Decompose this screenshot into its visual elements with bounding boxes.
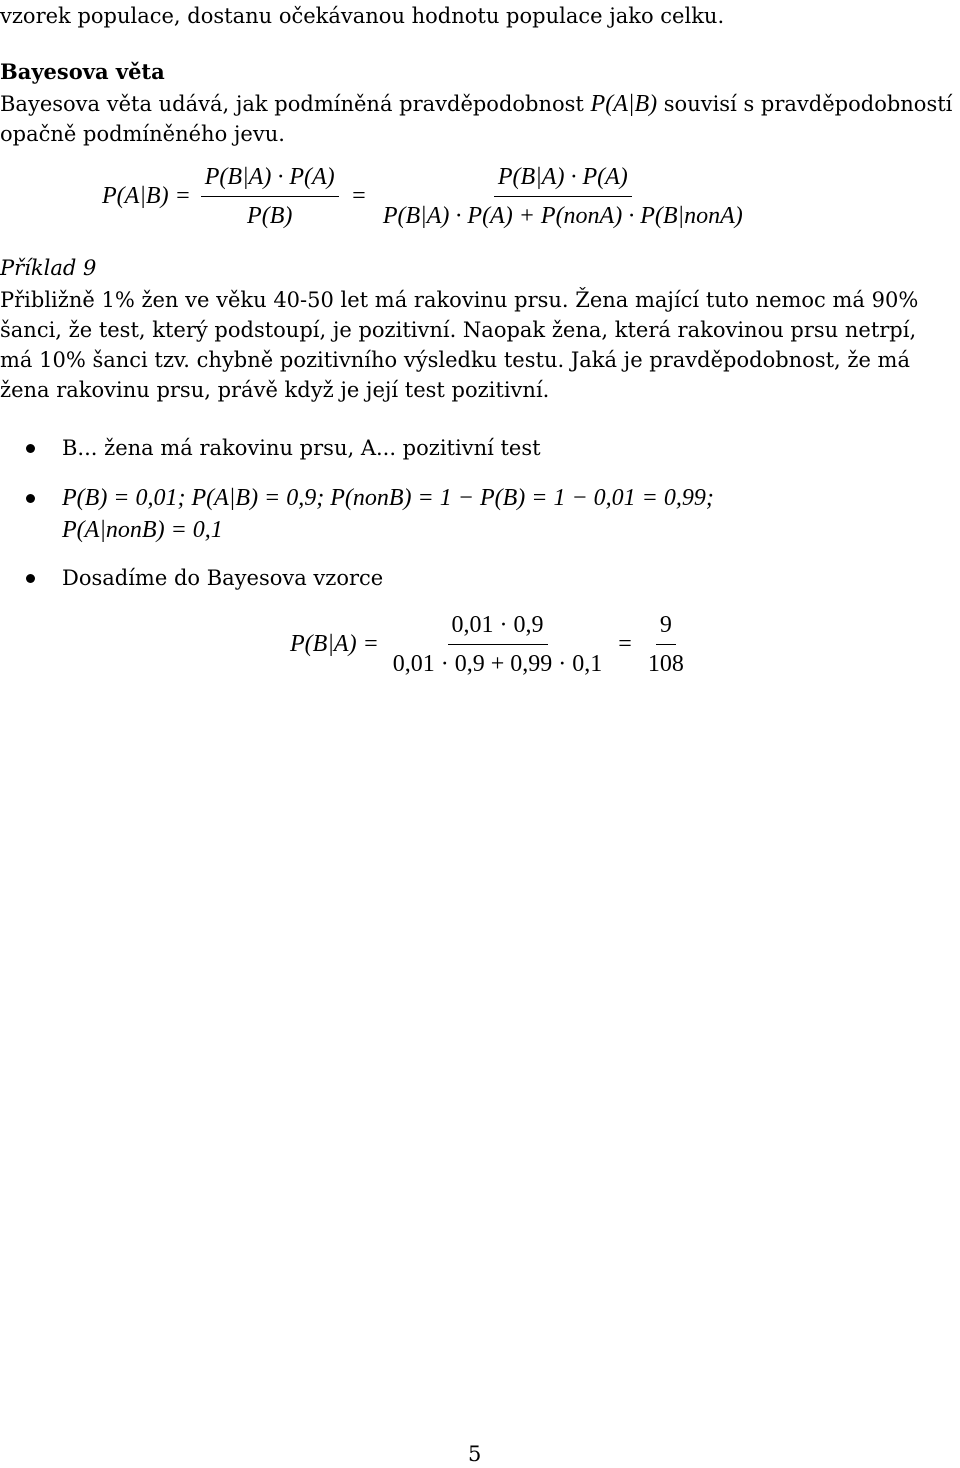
result-lhs: P(B|A) = bbox=[290, 631, 379, 657]
formula-fraction-2 bbox=[379, 164, 747, 229]
bullet-2-line-2: P(A|nonB) = 0,1 bbox=[62, 517, 223, 543]
top-line: vzorek populace, dostanu očekávanou hodnotu populace jako celku. bbox=[0, 4, 725, 28]
example-line-1: Přibližně 1% žen ve věku 40-50 let má rakovinu prsu. Žena mající tuto nemoc má 90% bbox=[0, 288, 919, 312]
intro-text-a: Bayesova věta udává, jak podmíněná pravděpodobnost bbox=[0, 92, 591, 116]
bullet-1-text: B... žena má rakovinu prsu, A... pozitivní test bbox=[62, 436, 541, 460]
result-numerator: 0,01 · 0,9 bbox=[448, 612, 548, 645]
formula-fraction-1 bbox=[201, 164, 339, 229]
bullet-dot bbox=[26, 444, 35, 453]
bayes-formula bbox=[102, 164, 747, 229]
result-equals: = bbox=[618, 631, 632, 657]
page-number: 5 bbox=[468, 1442, 482, 1466]
result-value-fraction bbox=[644, 612, 688, 677]
intro-paragraph-line2: opačně podmíněného jevu. bbox=[0, 122, 285, 146]
formula-equals: = bbox=[350, 183, 367, 209]
intro-math: P(A|B) bbox=[590, 91, 658, 117]
section-heading: Bayesova věta bbox=[0, 59, 165, 84]
result-fraction bbox=[389, 612, 607, 677]
result-denominator: 0,01 · 0,9 + 0,99 · 0,1 bbox=[392, 651, 603, 677]
result-formula bbox=[290, 612, 688, 677]
bullet-2-line-1: P(B) = 0,01; P(A|B) = 0,9; P(nonB) = 1 − P(B) = 1 − 0,01 = 0,99; bbox=[62, 485, 714, 511]
example-title: Příklad 9 bbox=[0, 256, 97, 280]
bullet-dot bbox=[26, 574, 35, 583]
result-value-denominator: 108 bbox=[647, 651, 684, 677]
intro-text-b: souvisí s pravděpodobností bbox=[657, 92, 953, 116]
intro-paragraph-line1 bbox=[0, 88, 952, 120]
bullet-dot bbox=[26, 494, 35, 503]
fraction-1-numerator: P(B|A) · P(A) bbox=[201, 164, 339, 197]
fraction-2-numerator: P(B|A) · P(A) bbox=[494, 164, 632, 197]
example-line-4: žena rakovinu prsu, právě když je její test pozitivní. bbox=[0, 378, 550, 402]
bullet-3-text: Dosadíme do Bayesova vzorce bbox=[62, 566, 384, 590]
fraction-1-denominator: P(B) bbox=[247, 203, 293, 229]
example-line-3: má 10% šanci tzv. chybně pozitivního výsledku testu. Jaká je pravděpodobnost, že má bbox=[0, 348, 910, 372]
formula-lhs: P(A|B) = bbox=[102, 183, 191, 209]
fraction-2-denominator: P(B|A) · P(A) + P(nonA) · P(B|nonA) bbox=[382, 203, 743, 229]
result-value-numerator: 9 bbox=[656, 612, 676, 645]
example-line-2: šanci, že test, který podstoupí, je pozitivní. Naopak žena, která rakovinou prsu netrpí, bbox=[0, 318, 917, 342]
